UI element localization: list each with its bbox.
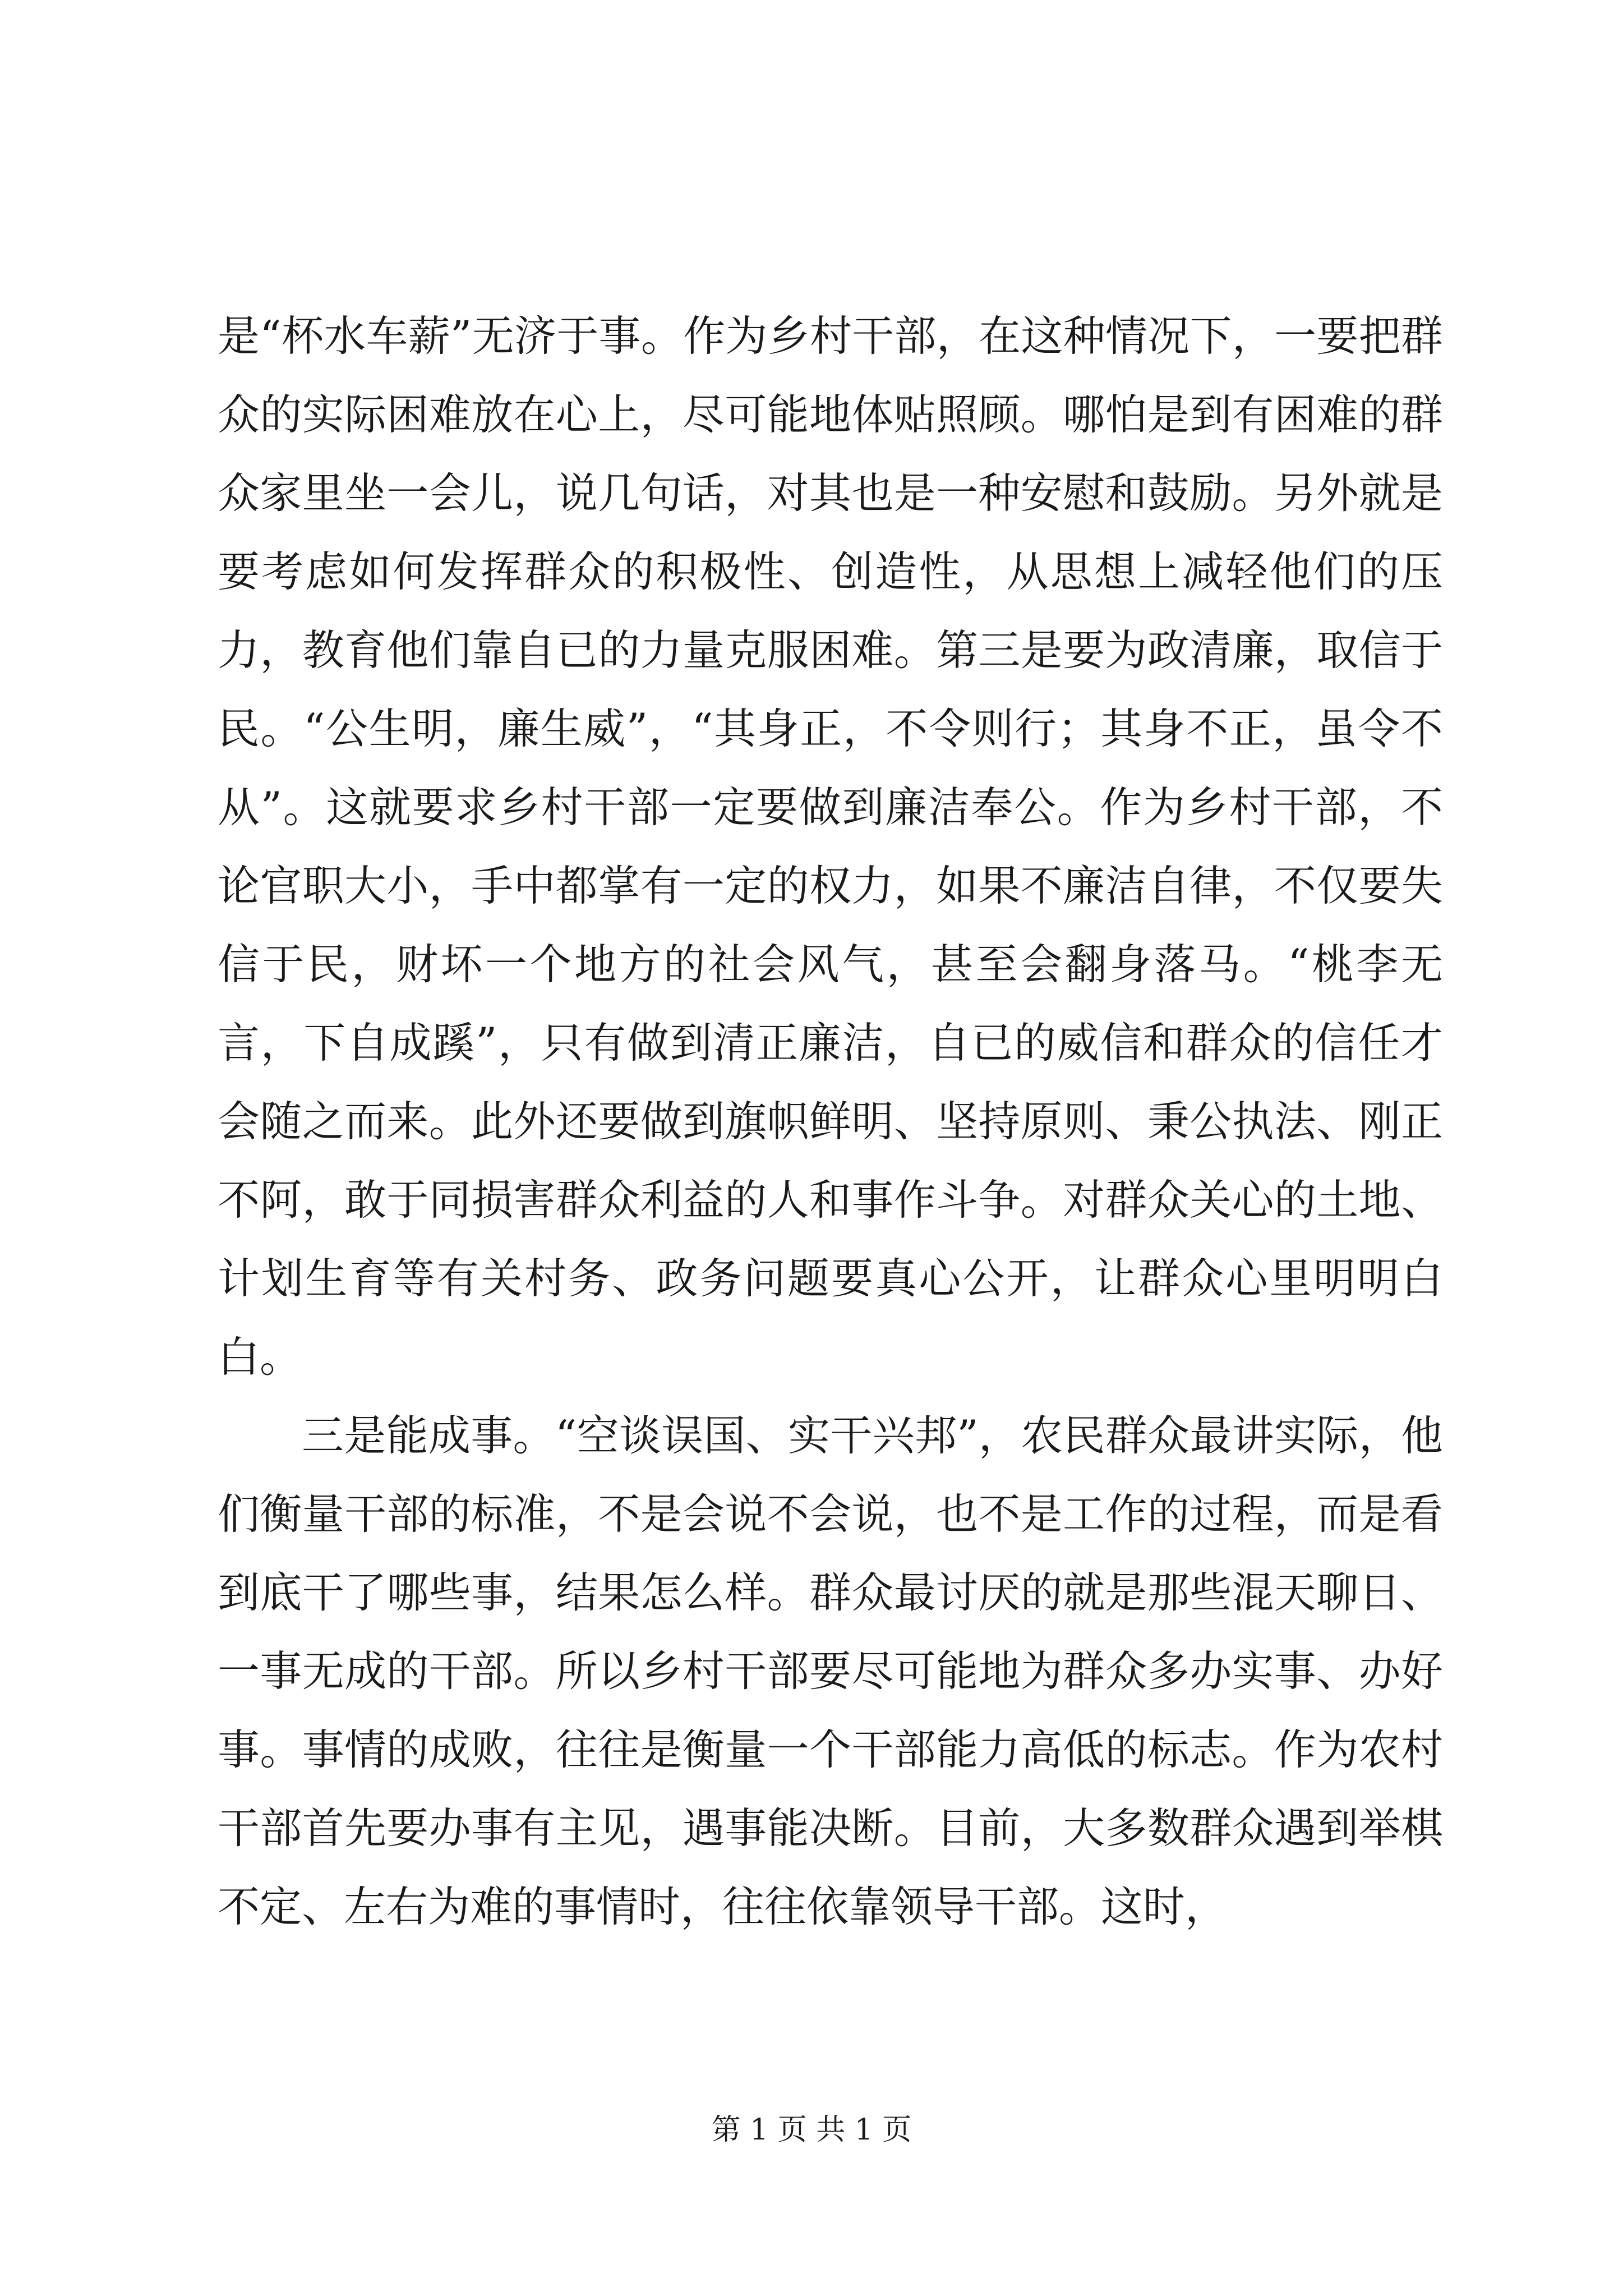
paragraph-continuation: 是“杯水车薪”无济于事。作为乡村干部，在这种情况下，一要把群众的实际困难放在心上，尽可能地体贴照顾。哪怕是到有困难的群众家里坐一会儿，说几句话，对其也是一种安慰和鼓励。另外就是要考虑如何发挥群众的积极性、创造性，从思想上减轻他们的压力，教育他们靠自已的力量克服困难。第三是要为政清廉，取信于民。“公生明，廉生威”，“其身正，不令则行；其身不正，虽令不从”。这就要求乡村干部一定要做到廉洁奉公。作为乡村干部，不论官职大小，手中都掌有一定的权力，如果不廉洁自律，不仅要失信于民，财坏一个地方的社会风气，甚至会翻身落马。“桃李无言，下自成蹊”，只有做到清正廉洁，自已的威信和群众的信任才会随之而来。此外还要做到旗帜鲜明、坚持原则、秉公执法、刚正不阿，敢于同损害群众利益的人和事作斗争。对群众关心的土地、计划生育等有关村务、政务问题要真心公开，让群众心里明明白白。 xyxy=(218,311,1443,1382)
paragraph-can-accomplish: 三是能成事。“空谈误国、实干兴邦”，农民群众最讲实际，他们衡量干部的标准，不是会说不会说，也不是工作的过程，而是看到底干了哪些事，结果怎么样。群众最讨厌的就是那些混天聊日、一事无成的干部。所以乡村干部要尽可能地为群众多办实事、办好事。事情的成败，往往是衡量一个干部能力高低的标志。作为农村干部首先要办事有主见，遇事能决断。目前，大多数群众遇到举棋不定、左右为难的事情时，往往依靠领导干部。这时， xyxy=(218,1411,1443,1931)
document-body xyxy=(218,297,1443,1946)
page-footer: 第 1 页 共 1 页 xyxy=(711,2113,912,2147)
